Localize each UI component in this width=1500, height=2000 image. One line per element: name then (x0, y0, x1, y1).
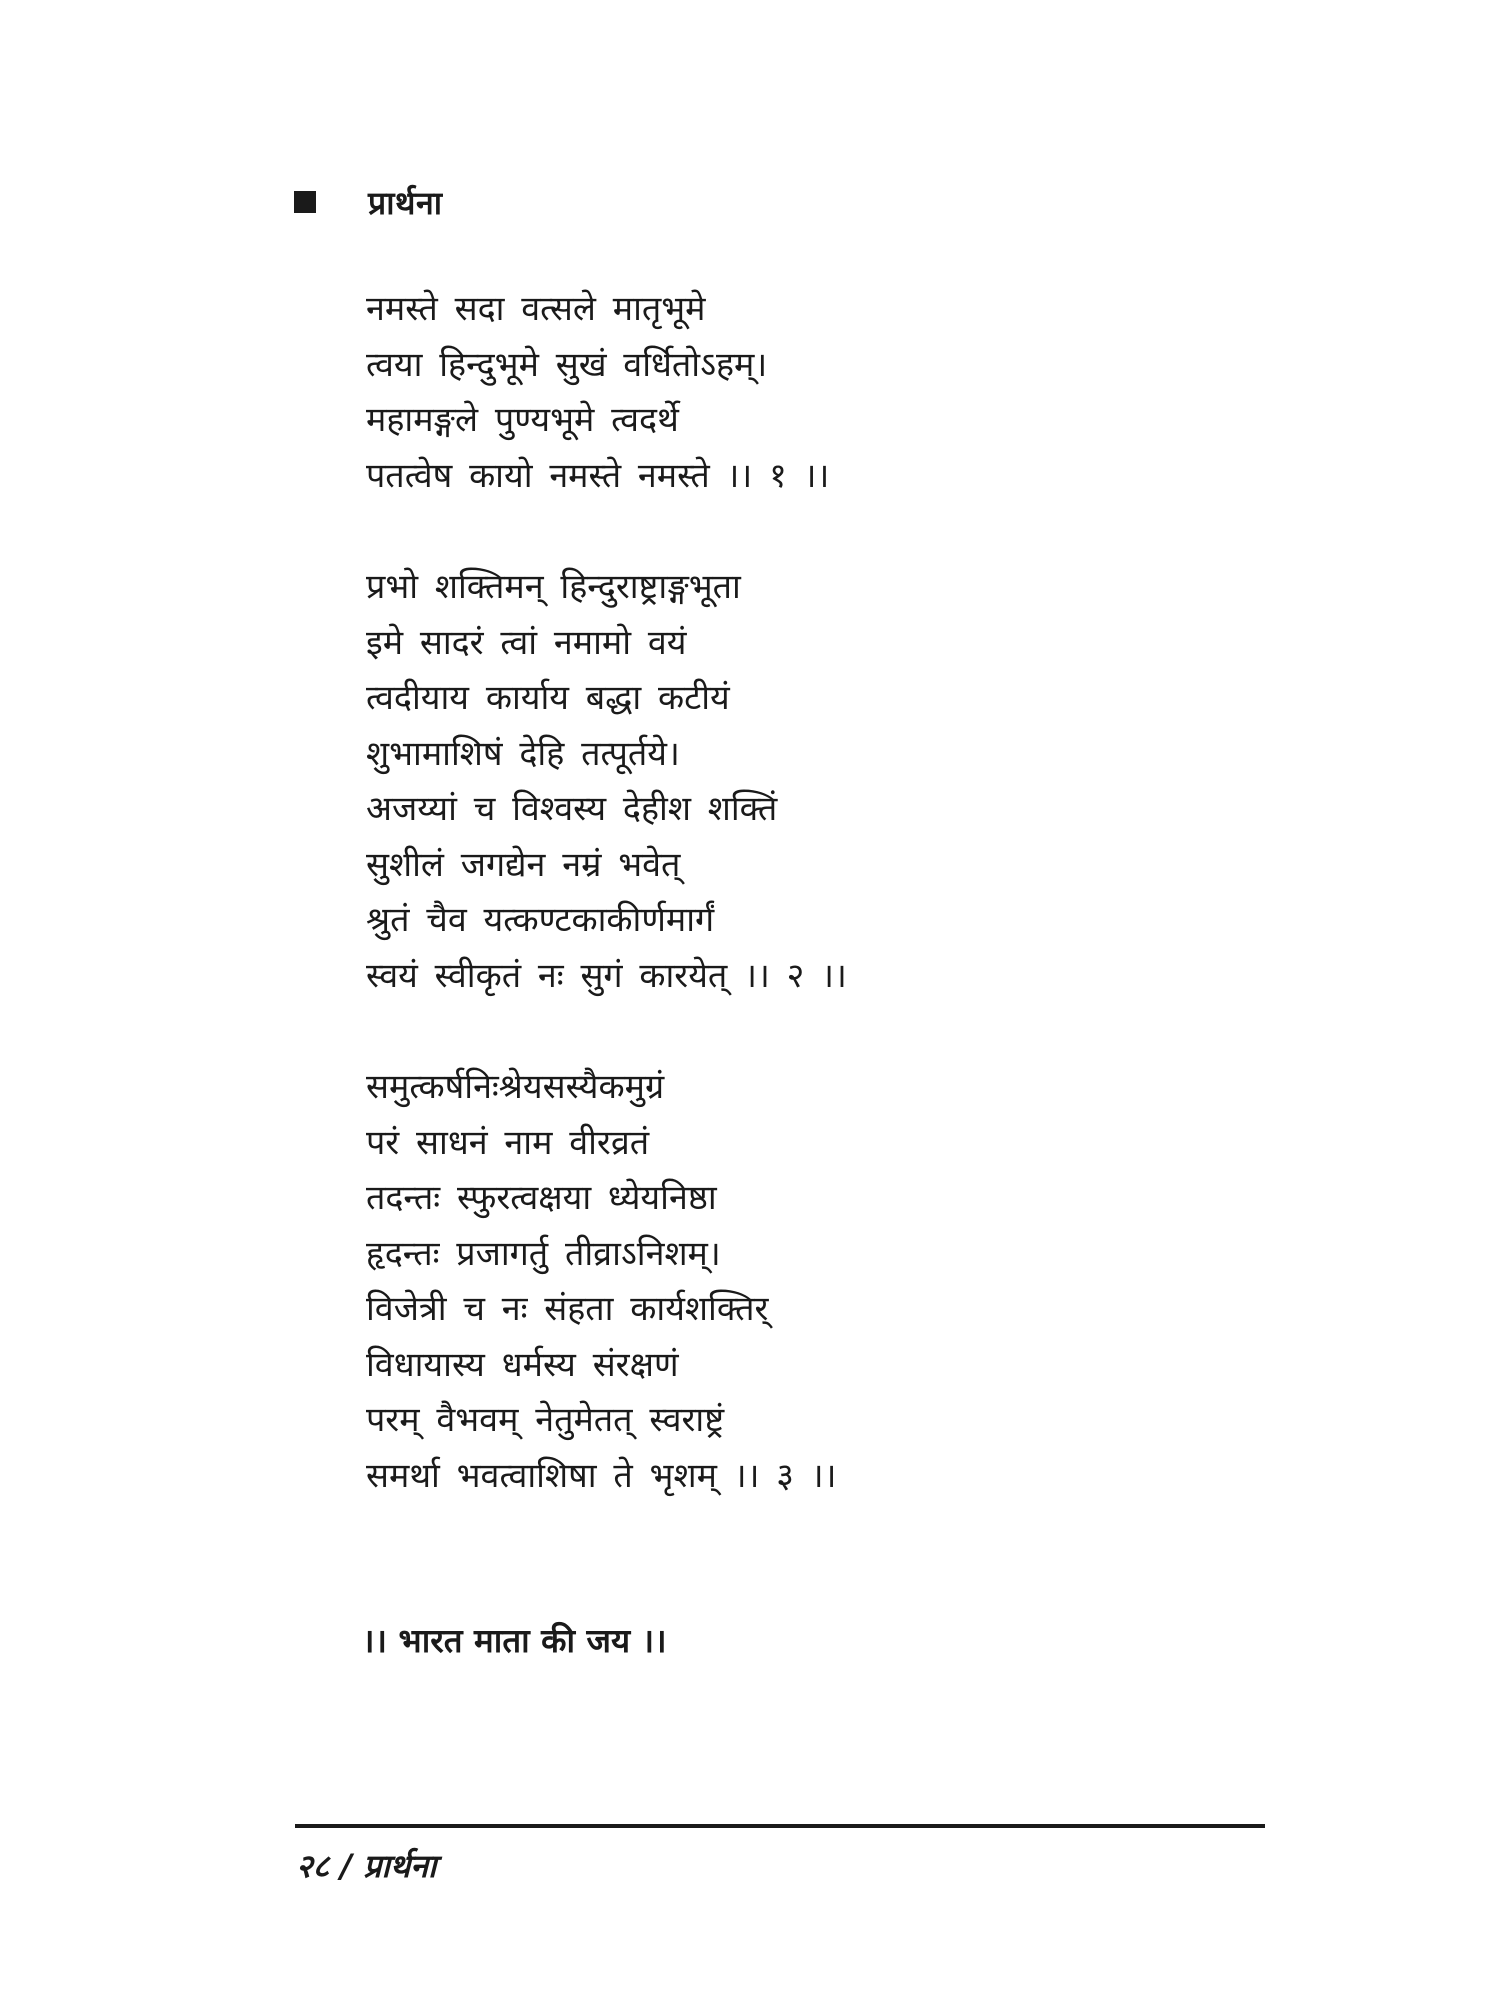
verse-line: महामङ्गले पुण्यभूमे त्वदर्थे (366, 400, 679, 440)
verse-line: नमस्ते सदा वत्सले मातृभूमे (366, 289, 706, 329)
verse-line: सुशीलं जगद्येन नम्रं भवेत् (366, 844, 681, 885)
verse-line: शुभामाशिषं देहि तत्पूर्तये। (366, 733, 680, 774)
stanza-3 (366, 1060, 1366, 1504)
verse-line: अजय्यां च विश्वस्य देहीश शक्तिं (366, 789, 778, 829)
verse-line: स्वयं स्वीकृतं नः सुगं कारयेत् ।। २ ।। (366, 955, 847, 996)
footer-divider (295, 1824, 1265, 1828)
verse-line: हृदन्तः प्रजागर्तु तीव्राऽनिशम्। (366, 1233, 721, 1274)
verse-line: समुत्कर्षनिःश्रेयसस्यैकमुग्रं (366, 1067, 665, 1107)
prayer-verses (366, 282, 1366, 1560)
verse-line: त्वया हिन्दुभूमे सुखं वर्धितोऽहम्। (366, 344, 768, 385)
verse-line: परं साधनं नाम वीरव्रतं (366, 1122, 650, 1163)
verse-line: विजेत्री च नः संहता कार्यशक्तिर् (366, 1289, 769, 1329)
verse-line: श्रुतं चैव यत्कण्टकाकीर्णमार्गं (366, 900, 715, 940)
stanza-2 (366, 560, 1366, 1004)
verse-line: प्रभो शक्तिमन् हिन्दुराष्ट्राङ्गभूता (366, 567, 741, 607)
section-title: प्रार्थना (368, 183, 443, 222)
verse-line: समर्था भवत्वाशिषा ते भृशम् ।। ३ ।। (366, 1455, 837, 1496)
square-bullet-icon (294, 191, 316, 213)
verse-line: तदन्तः स्फुरत्वक्षया ध्येयनिष्ठा (366, 1178, 717, 1218)
stanza-1 (366, 282, 1366, 504)
verse-line: परम् वैभवम् नेतुमेतत् स्वराष्ट्रं (366, 1400, 725, 1440)
verse-line: त्वदीयाय कार्याय बद्धा कटीयं (366, 678, 730, 718)
page-footer: २८ / प्रार्थना (296, 1847, 437, 1885)
section-heading (294, 178, 443, 226)
closing-salutation: ।। भारत माता की जय ।। (362, 1621, 667, 1660)
verse-line: पतत्वेष कायो नमस्ते नमस्ते ।। १ ।। (366, 455, 830, 496)
verse-line: इमे सादरं त्वां नमामो वयं (366, 622, 687, 663)
verse-line: विधायास्य धर्मस्य संरक्षणं (366, 1344, 679, 1385)
